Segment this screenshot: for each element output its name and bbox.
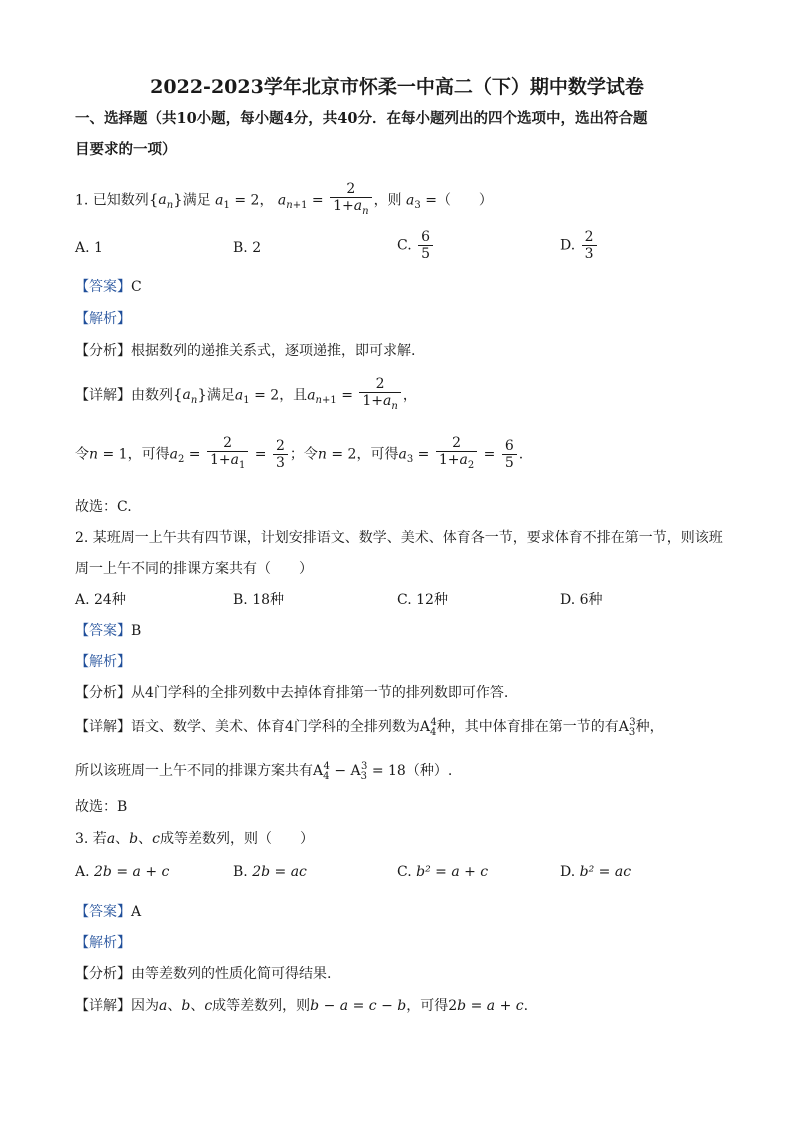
q2-option-c: C. 12种 (397, 592, 448, 608)
q1-stem: 1. 已知数列$\{a_n\}$满足 $a_1 = 2$， $a_{n+1}$ = $\frac{2}{1+a_n}$ ，则 $a_3$ =（ ） (75, 181, 493, 217)
q3-option-d: D. b² = ac (560, 864, 632, 880)
q2-option-b: B. 18种 (233, 592, 285, 608)
q1-detail-line1: 【详解】由数列$\{a_n\}$满足$a_1 = 2$，且$a_{n+1}$ = $\frac{2}{1+a_n}$ ， (75, 376, 417, 412)
q1-option-c: C. $\frac{6}{5}$ (397, 229, 435, 262)
q1-option-a: A. 1 (75, 240, 103, 256)
q3-answer: 【答案】A (75, 904, 142, 920)
q1-analysis-head: 【解析】 (75, 311, 131, 327)
section-heading-line2: 目要求的一项） (75, 141, 177, 158)
q3-analysis-head: 【解析】 (75, 935, 131, 951)
q1-fenxi: 【分析】根据数列的递推关系式，逐项递推，即可求解. (75, 343, 416, 359)
q1-answer: 【答案】C (75, 279, 142, 295)
q3-detail: 【详解】因为a、b、c成等差数列，则b − a = c − b，可得2b = a + c. (75, 998, 529, 1014)
q1-detail-line2: 令n = 1，可得$a_2$ = $\frac{2}{1+a_1}$ = $\frac{2}{3}$ ；令n = 2，可得$a_3$ = $\frac{2}{1+a_2}$ = $\frac{6}{5}$ . (75, 435, 524, 471)
q1-conclusion: 故选：C. (75, 499, 132, 515)
q2-stem-line2: 周一上午不同的排课方案共有（ ） (75, 561, 313, 577)
q2-detail-line1: 【详解】语文、数学、美术、体育4门学科的全排列数为$A_4^4$种，其中体育排在第一节的有$A_3^3$种， (75, 717, 664, 738)
q2-conclusion: 故选：B (75, 799, 128, 815)
q2-analysis-head: 【解析】 (75, 654, 131, 670)
page-title: 2022-2023学年北京市怀柔一中高二（下）期中数学试卷 (150, 76, 644, 98)
q2-stem-line1: 2. 某班周一上午共有四节课，计划安排语文、数学、美术、体育各一节，要求体育不排在第一节，则该班 (75, 530, 723, 546)
q3-option-b: B. 2b = ac (233, 864, 307, 880)
q3-option-a: A. 2b = a + c (75, 864, 170, 880)
q2-fenxi: 【分析】从4门学科的全排列数中去掉体育排第一节的排列数即可作答. (75, 685, 509, 701)
q2-option-a: A. 24种 (75, 592, 126, 608)
q3-stem: 3. 若a、b、c成等差数列，则（ ） (75, 831, 314, 847)
q1-option-b: B. 2 (233, 240, 262, 256)
q3-option-c: C. b² = a + c (397, 864, 489, 880)
section-heading-line1: 一、选择题（共10小题，每小题4分，共40分．在每小题列出的四个选项中，选出符合题 (75, 110, 648, 127)
q2-answer: 【答案】B (75, 623, 142, 639)
q2-option-d: D. 6种 (560, 592, 603, 608)
q3-fenxi: 【分析】由等差数列的性质化简可得结果. (75, 966, 332, 982)
q2-detail-line2: 所以该班周一上午不同的排课方案共有$A_4^4 - A_3^3 = 18$（种）. (75, 761, 453, 782)
q1-option-d: D. $\frac{2}{3}$ (560, 229, 599, 262)
